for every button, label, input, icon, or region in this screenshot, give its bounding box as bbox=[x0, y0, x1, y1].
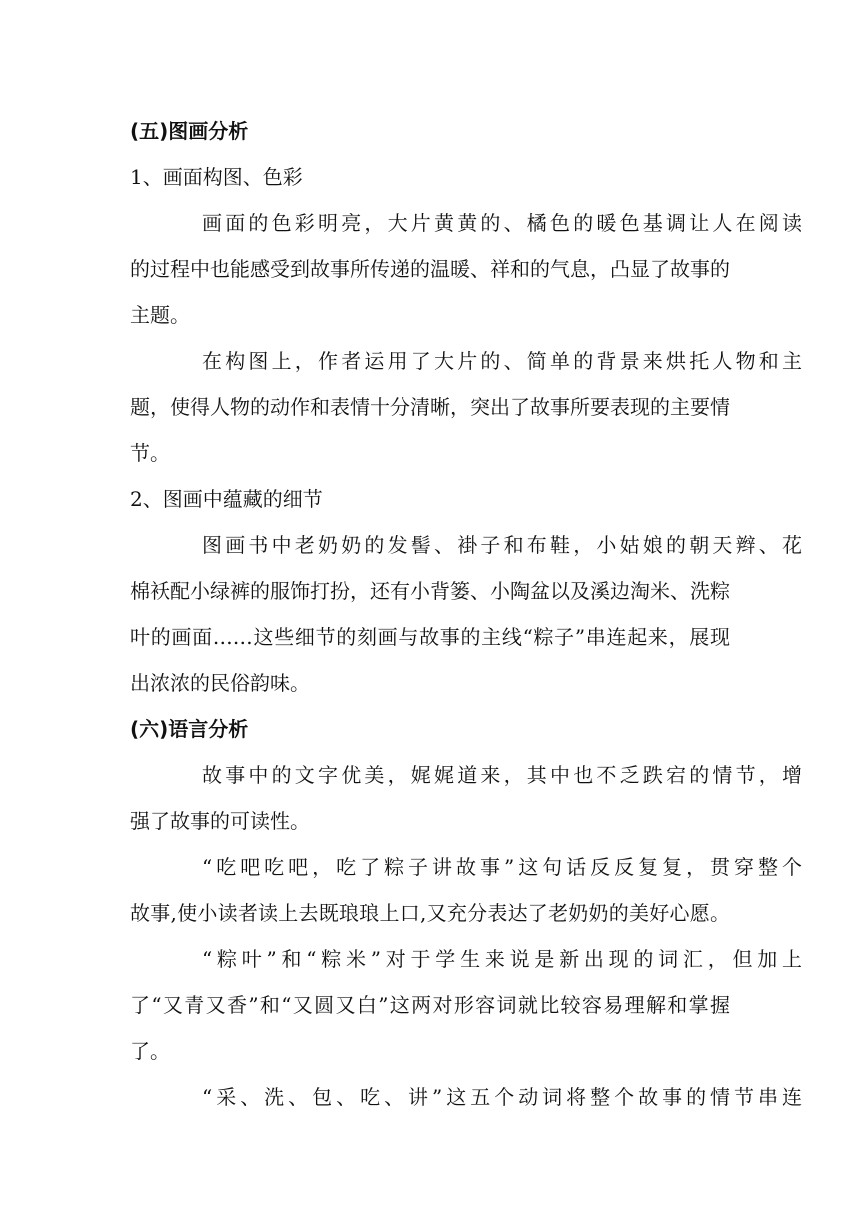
paragraph-line: 了。 bbox=[130, 1039, 170, 1063]
paragraph-line: 在构图上，作者运用了大片的、简单的背景来烘托人物和主 bbox=[202, 349, 802, 373]
section-heading-5: (五)图画分析 bbox=[130, 119, 249, 143]
paragraph-line: “吃吧吃吧，吃了粽子讲故事”这句话反反复复，贯穿整个 bbox=[202, 855, 802, 879]
paragraph-line: 画面的色彩明亮，大片黄黄的、橘色的暖色基调让人在阅读 bbox=[202, 211, 802, 235]
paragraph-line: 故事中的文字优美，娓娓道来，其中也不乏跌宕的情节，增 bbox=[202, 763, 802, 787]
paragraph-line: 棉袄配小绿裤的服饰打扮，还有小背篓、小陶盆以及溪边淘米、洗粽 bbox=[130, 579, 730, 603]
paragraph-line: 故事,使小读者读上去既琅琅上口,又充分表达了老奶奶的美好心愿。 bbox=[130, 901, 730, 925]
paragraph-line: 主题。 bbox=[130, 303, 190, 327]
paragraph-line: 强了故事的可读性。 bbox=[130, 809, 310, 833]
paragraph-line: 节。 bbox=[130, 441, 170, 465]
paragraph-line: “采、洗、包、吃、讲”这五个动词将整个故事的情节串连 bbox=[202, 1085, 802, 1109]
paragraph-line: “粽叶”和“粽米”对于学生来说是新出现的词汇，但加上 bbox=[202, 947, 802, 971]
section-heading-6: (六)语言分析 bbox=[130, 717, 249, 741]
paragraph-line: 出浓浓的民俗韵味。 bbox=[130, 671, 310, 695]
subsection-title-2: 2、图画中蕴藏的细节 bbox=[130, 487, 323, 511]
paragraph-line: 了“又青又香”和“又圆又白”这两对形容词就比较容易理解和掌握 bbox=[130, 993, 730, 1017]
document-body bbox=[130, 108, 802, 1120]
paragraph-line: 图画书中老奶奶的发髻、褂子和布鞋，小姑娘的朝天辫、花 bbox=[202, 533, 802, 557]
paragraph-line: 的过程中也能感受到故事所传递的温暖、祥和的气息，凸显了故事的 bbox=[130, 257, 730, 281]
paragraph-line: 题，使得人物的动作和表情十分清晰，突出了故事所要表现的主要情 bbox=[130, 395, 730, 419]
paragraph-line: 叶的画面……这些细节的刻画与故事的主线“粽子”串连起来，展现 bbox=[130, 625, 730, 649]
subsection-title-1: 1、画面构图、色彩 bbox=[130, 165, 303, 189]
